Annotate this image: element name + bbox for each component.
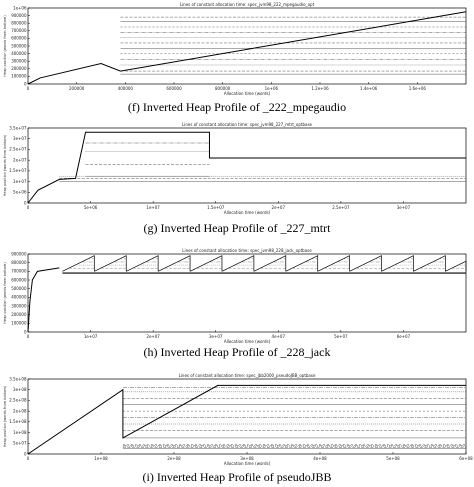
y-tick-label: 2e+07 bbox=[13, 157, 27, 163]
y-tick-label: 3.5e+07 bbox=[9, 125, 27, 131]
x-tick-label: 6e+07 bbox=[396, 334, 411, 339]
x-tick-label: 800000 bbox=[215, 86, 231, 91]
x-tick-label: 4e+07 bbox=[271, 334, 286, 339]
x-tick-label: 0 bbox=[26, 86, 30, 91]
y-axis-label: Heap position (words from bottom) bbox=[3, 134, 7, 197]
x-tick-label: 2.5e+07 bbox=[332, 205, 350, 210]
chart-svg-h bbox=[0, 240, 474, 352]
caption-h: (h) Inverted Heap Profile of _228_jack bbox=[143, 345, 331, 359]
chart-title: Lines of constant allocation time: spec_jbb2000_pseudoJBB_optbase bbox=[178, 373, 316, 378]
y-tick-label: 100000 bbox=[11, 320, 27, 326]
x-tick-label: 0 bbox=[26, 205, 30, 210]
y-tick-label: 600000 bbox=[11, 277, 27, 283]
x-tick-label: 3e+08 bbox=[240, 456, 254, 461]
x-tick-label: 1.5e+07 bbox=[207, 205, 225, 210]
chart-title: Lines of constant allocation time: spec_jvm98_228_jack_optbase bbox=[182, 248, 312, 253]
x-tick-label: 1e+08 bbox=[94, 456, 108, 461]
y-axis-label: Heap position (words from bottom) bbox=[3, 15, 7, 77]
y-tick-label: 900000 bbox=[11, 12, 27, 18]
x-tick-label: 1.4e+06 bbox=[360, 86, 378, 91]
x-tick-label: 5e+08 bbox=[386, 456, 400, 461]
y-tick-label: 0 bbox=[23, 81, 27, 87]
plot-frame bbox=[28, 128, 466, 203]
y-tick-label: 1e+08 bbox=[13, 429, 27, 435]
x-tick-label: 1.2e+06 bbox=[311, 86, 329, 91]
y-tick-label: 1e+07 bbox=[13, 178, 27, 184]
caption-i: (i) Inverted Heap Profile of pseudoJBB bbox=[142, 470, 332, 484]
x-axis-label: Allocation time (words) bbox=[223, 339, 271, 344]
caption-f: (f) Inverted Heap Profile of _222_mpegaudio bbox=[127, 100, 347, 114]
x-tick-label: 1e+06 bbox=[264, 86, 279, 91]
y-tick-label: 3e+08 bbox=[13, 387, 27, 393]
plot-frame bbox=[28, 8, 466, 84]
sawtooth-cycle bbox=[222, 256, 254, 272]
x-tick-label: 400000 bbox=[117, 86, 133, 91]
sawtooth-cycle bbox=[413, 256, 445, 272]
x-tick-label: 0 bbox=[26, 456, 30, 461]
y-tick-label: 300000 bbox=[11, 303, 27, 309]
sawtooth-cycle bbox=[318, 256, 350, 272]
y-tick-label: 200000 bbox=[11, 311, 27, 317]
x-tick-label: 5e+07 bbox=[334, 334, 348, 339]
chart-svg-f bbox=[0, 0, 474, 103]
x-tick-label: 1e+07 bbox=[83, 334, 98, 339]
y-tick-label: 0 bbox=[23, 451, 27, 457]
chart-svg-i bbox=[0, 370, 474, 468]
y-tick-label: 400000 bbox=[11, 294, 27, 300]
sawtooth-cycle bbox=[445, 261, 466, 271]
plot-frame bbox=[28, 379, 466, 454]
y-tick-label: 500000 bbox=[11, 285, 27, 291]
y-tick-label: 900000 bbox=[11, 251, 27, 257]
y-tick-label: 600000 bbox=[11, 35, 27, 41]
x-tick-label: 6e+08 bbox=[459, 456, 473, 461]
chart-title: Lines of constant allocation time: spec_jvm98_227_mtrt_optbase bbox=[182, 122, 312, 127]
y-tick-label: 400000 bbox=[11, 50, 27, 56]
sawtooth-cycle bbox=[286, 256, 318, 272]
y-tick-label: 800000 bbox=[11, 20, 27, 26]
x-axis-label: Allocation time (words) bbox=[223, 461, 271, 466]
sawtooth-cycle bbox=[62, 256, 94, 272]
x-tick-label: 2e+07 bbox=[146, 334, 160, 339]
chart-panel-h bbox=[0, 240, 474, 370]
sawtooth-cycle bbox=[158, 256, 190, 272]
y-tick-label: 2.5e+08 bbox=[9, 397, 27, 403]
x-tick-label: 2e+08 bbox=[167, 456, 181, 461]
y-tick-label: 300000 bbox=[11, 58, 27, 64]
y-tick-label: 800000 bbox=[11, 259, 27, 265]
envelope-line bbox=[28, 385, 466, 454]
x-tick-label: 200000 bbox=[69, 86, 85, 91]
y-tick-label: 700000 bbox=[11, 268, 27, 274]
sawtooth-cycle bbox=[254, 256, 286, 272]
chart-title: Lines of constant allocation time: spec_jvm98_222_mpegaudio_opt bbox=[179, 2, 315, 7]
plot-frame bbox=[28, 254, 466, 332]
x-axis-label: Allocation time (words) bbox=[223, 91, 271, 96]
sawtooth-cycle bbox=[126, 256, 158, 272]
y-tick-label: 5e+06 bbox=[13, 189, 27, 195]
x-tick-label: 3e+07 bbox=[208, 334, 223, 339]
x-axis-label: Allocation time (words) bbox=[223, 210, 271, 215]
y-tick-label: 500000 bbox=[11, 43, 27, 49]
y-tick-label: 200000 bbox=[11, 66, 27, 72]
sawtooth-cycle bbox=[350, 256, 382, 272]
x-tick-label: 3e+07 bbox=[396, 205, 411, 210]
y-tick-label: 100000 bbox=[11, 73, 27, 79]
chart-panel-i bbox=[0, 370, 474, 487]
sawtooth-cycle bbox=[382, 256, 414, 272]
x-tick-label: 4e+08 bbox=[313, 456, 327, 461]
y-tick-label: 0 bbox=[23, 200, 27, 206]
y-tick-label: 3.5e+08 bbox=[9, 376, 27, 382]
x-tick-label: 2e+07 bbox=[271, 205, 286, 210]
y-tick-label: 700000 bbox=[11, 28, 27, 34]
chart-panel-g bbox=[0, 118, 474, 240]
y-tick-label: 2.5e+07 bbox=[9, 146, 27, 152]
caption-g: (g) Inverted Heap Profile of _227_mtrt bbox=[143, 221, 331, 235]
chart-panel-f bbox=[0, 0, 474, 118]
y-axis-label: Heap position (words from bottom) bbox=[3, 262, 7, 324]
y-tick-label: 0 bbox=[23, 329, 27, 335]
x-tick-label: 1e+07 bbox=[146, 205, 160, 210]
envelope-line bbox=[28, 268, 59, 332]
chart-svg-g bbox=[0, 118, 474, 222]
y-tick-label: 5e+07 bbox=[13, 440, 27, 446]
sawtooth-cycle bbox=[94, 256, 126, 272]
x-tick-label: 1.6e+06 bbox=[408, 86, 426, 91]
y-tick-label: 1.5e+07 bbox=[9, 168, 27, 174]
y-tick-label: 1e+06 bbox=[13, 5, 27, 11]
y-tick-label: 2e+08 bbox=[13, 408, 27, 414]
y-tick-label: 1.5e+08 bbox=[9, 419, 27, 425]
y-tick-label: 3e+07 bbox=[13, 136, 27, 142]
sawtooth-cycle bbox=[190, 256, 222, 272]
x-tick-label: 5e+06 bbox=[83, 205, 98, 210]
envelope-line bbox=[28, 12, 466, 84]
x-tick-label: 600000 bbox=[166, 86, 182, 91]
y-axis-label: Heap position (words from bottom) bbox=[3, 385, 7, 448]
x-tick-label: 0 bbox=[26, 334, 30, 339]
